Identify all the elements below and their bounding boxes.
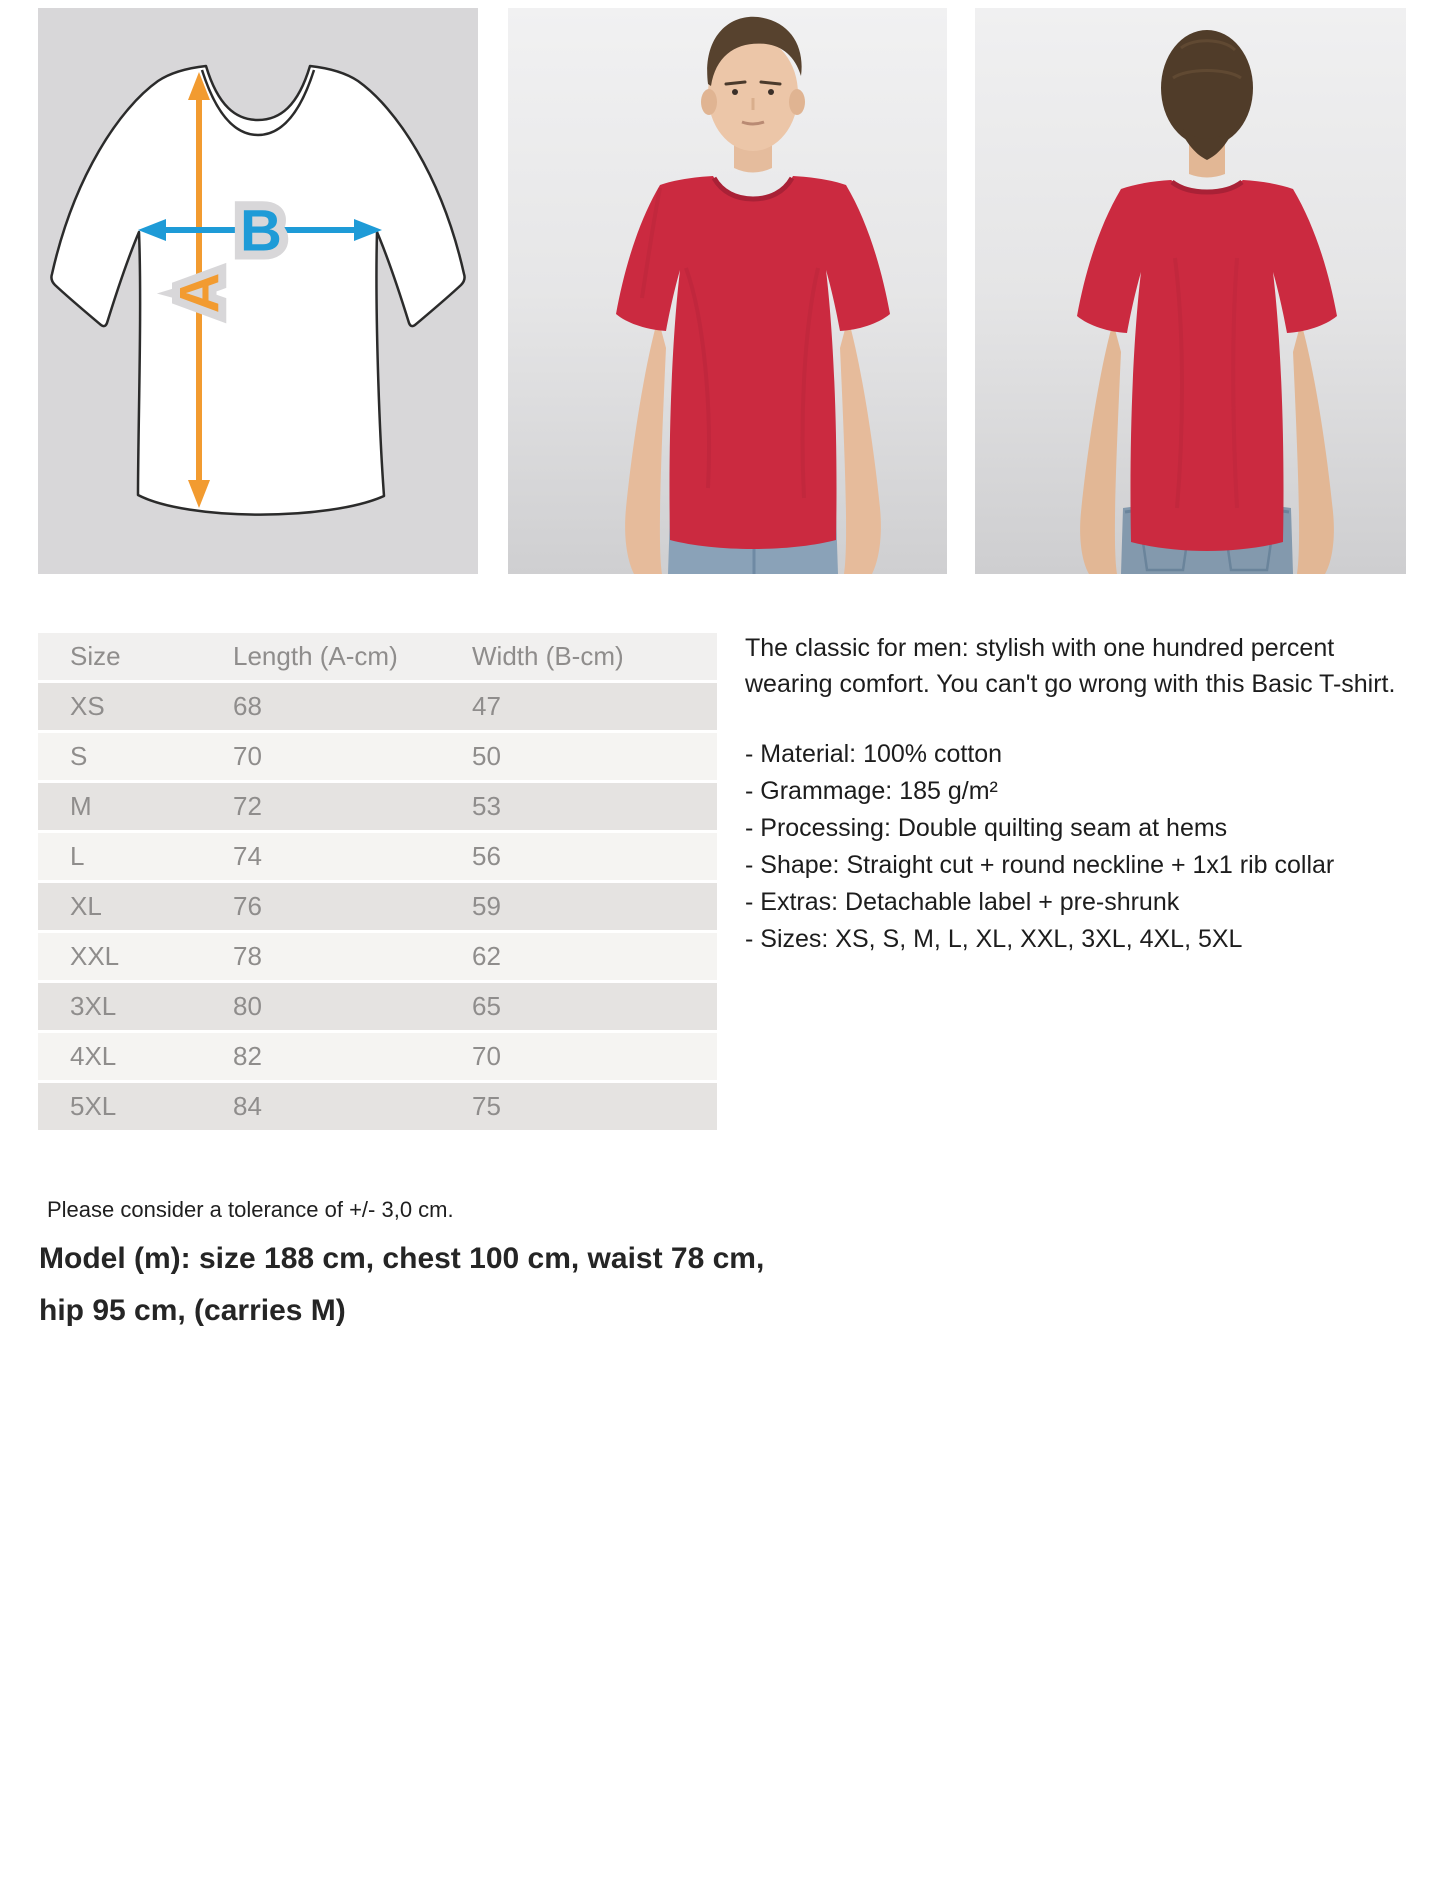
size-table-row: [38, 983, 717, 1030]
measurement-diagram: [38, 8, 478, 574]
model-front-illustration: [508, 8, 947, 574]
model-ear: [789, 89, 805, 115]
model-back-illustration: [975, 8, 1406, 574]
width-cell: 75: [472, 1091, 501, 1121]
width-cell: 70: [472, 1041, 501, 1071]
width-cell: 50: [472, 741, 501, 771]
size-cell: 5XL: [70, 1091, 117, 1121]
column-header-size: Size: [70, 641, 121, 671]
length-cell: 76: [233, 891, 262, 921]
size-table-row: [38, 933, 717, 980]
length-cell: 72: [233, 791, 262, 821]
feature-bullet: - Shape: Straight cut + round neckline + 1x1 rib collar: [745, 851, 1335, 879]
width-cell: 53: [472, 791, 501, 821]
length-cell: 84: [233, 1091, 262, 1121]
size-table-row: [38, 683, 717, 730]
size-cell: XS: [70, 691, 105, 721]
tshirt-measurement-illustration: [38, 8, 478, 574]
length-cell: 68: [233, 691, 262, 721]
size-cell: 3XL: [70, 991, 117, 1021]
size-table-row: [38, 883, 717, 930]
width-cell: 65: [472, 991, 501, 1021]
width-cell: 59: [472, 891, 501, 921]
size-table-row: [38, 733, 717, 780]
length-cell: 82: [233, 1041, 262, 1071]
length-cell: 78: [233, 941, 262, 971]
model-measurements-note: Model (m): size 188 cm, chest 100 cm, waist 78 cm, hip 95 cm, (carries M): [39, 1242, 765, 1327]
column-header-length: Length (A-cm): [233, 641, 398, 671]
size-cell: 4XL: [70, 1041, 117, 1071]
size-cell: XXL: [70, 941, 120, 971]
length-cell: 80: [233, 991, 262, 1021]
width-cell: 56: [472, 841, 501, 871]
label-b: B: [240, 198, 282, 264]
model-front-photo: [508, 8, 947, 574]
model-back-photo: [975, 8, 1406, 574]
feature-bullet: - Grammage: 185 g/m²: [745, 777, 998, 805]
size-table-header: [38, 633, 717, 680]
model-ear: [701, 89, 717, 115]
tolerance-note: Please consider a tolerance of +/- 3,0 cm.: [47, 1197, 454, 1222]
size-table-row: [38, 783, 717, 830]
length-cell: 70: [233, 741, 262, 771]
length-cell: 74: [233, 841, 262, 871]
size-table-row: [38, 1083, 717, 1130]
product-description: [745, 630, 1445, 958]
feature-list: [745, 736, 1445, 958]
feature-bullet: - Extras: Detachable label + pre-shrunk: [745, 888, 1180, 916]
feature-bullet: - Material: 100% cotton: [745, 740, 1003, 768]
size-cell: S: [70, 741, 88, 771]
description-intro: The classic for men: stylish with one hundred percent wearing comfort. You can't go wrong with this Basic T-shirt.: [745, 634, 1396, 698]
label-a: A: [167, 272, 231, 314]
width-cell: 47: [472, 691, 501, 721]
feature-bullet: - Sizes: XS, S, M, L, XL, XXL, 3XL, 4XL, 5XL: [745, 925, 1243, 953]
model-eye: [732, 89, 738, 95]
width-cell: 62: [472, 941, 501, 971]
feature-bullet: - Processing: Double quilting seam at hems: [745, 814, 1228, 842]
size-table-row: [38, 1033, 717, 1080]
size-table-row: [38, 833, 717, 880]
size-cell: L: [70, 841, 85, 871]
column-header-width: Width (B-cm): [472, 641, 624, 671]
size-table: [38, 633, 717, 1133]
bottom-notes: [39, 1197, 784, 1337]
model-eye: [768, 89, 774, 95]
size-cell: XL: [70, 891, 102, 921]
size-cell: M: [70, 791, 92, 821]
